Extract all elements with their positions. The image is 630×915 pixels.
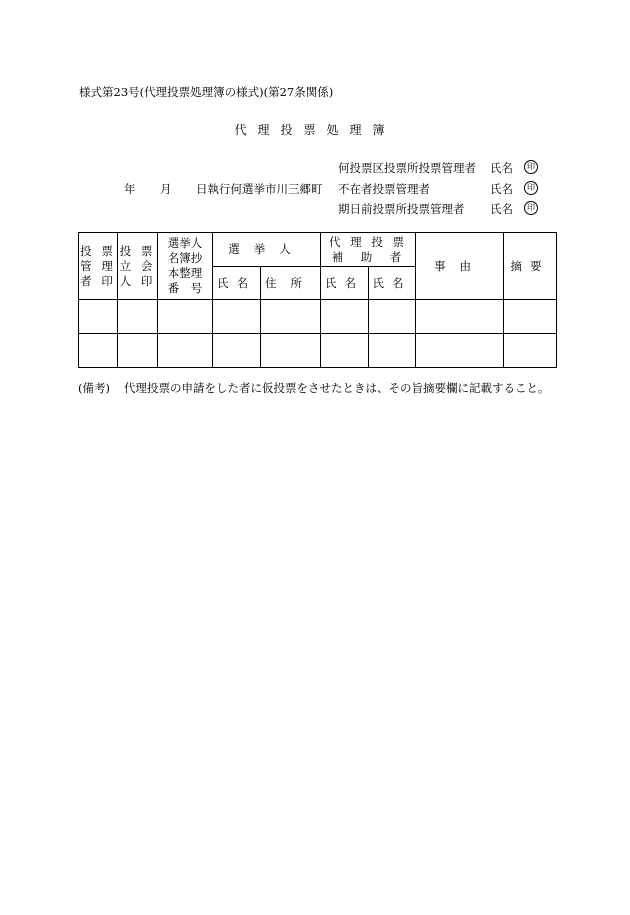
- form-heading: 様式第23号(代理投票処理簿の様式)(第27条関係): [79, 85, 334, 99]
- remarks-note: [78, 380, 550, 396]
- document-title: 代理投票処理簿: [234, 123, 396, 137]
- date-month: 月: [160, 182, 172, 196]
- table-cell: [158, 334, 213, 368]
- table-cell: [416, 334, 504, 368]
- admin-role-early-voting: 期日前投票所投票管理者: [338, 202, 465, 216]
- header-helper-name-2: 氏名: [369, 267, 416, 300]
- header-proxy-helper: 代 理 投 票 補 助 者: [321, 233, 416, 267]
- table-cell: [369, 334, 416, 368]
- header-voter-address: 住所: [261, 267, 321, 300]
- header-witness-seal: 投 票 立 会 人 印: [118, 233, 158, 300]
- table-cell: [213, 334, 261, 368]
- header-voter-name: 氏名: [213, 267, 261, 300]
- table-cell: [321, 334, 369, 368]
- table-cell: [158, 300, 213, 334]
- seal-stamp-1: 印: [524, 160, 538, 174]
- table-cell: [416, 300, 504, 334]
- header-helper-name-1: 氏名: [321, 267, 369, 300]
- remarks-label: (備考): [78, 381, 110, 395]
- admin-name-label-3: 氏名: [490, 202, 513, 216]
- table-cell: [321, 300, 369, 334]
- table-cell: [261, 334, 321, 368]
- header-reason: 事由: [416, 233, 504, 300]
- table-cell: [261, 300, 321, 334]
- table-cell: [504, 300, 557, 334]
- proxy-vote-ledger-table: [78, 232, 557, 368]
- seal-stamp-3: 印: [524, 201, 538, 215]
- remarks-text: 代理投票の申請をした者に仮投票をさせたときは、その旨摘要欄に記載すること。: [124, 381, 550, 395]
- table-cell: [504, 334, 557, 368]
- table-cell: [369, 300, 416, 334]
- table-cell: [79, 334, 118, 368]
- date-day-election: 日執行何選挙市川三郷町: [196, 182, 323, 196]
- admin-name-label-2: 氏名: [490, 182, 513, 196]
- table-cell: [118, 300, 158, 334]
- header-vote-manager-seal: 投 票 管 理 者 印: [79, 233, 118, 300]
- header-summary: 摘要: [504, 233, 557, 300]
- admin-name-label-1: 氏名: [490, 161, 513, 175]
- table-row: [79, 300, 557, 334]
- admin-role-absentee: 不在者投票管理者: [338, 182, 430, 196]
- date-year: 年: [124, 182, 136, 196]
- seal-stamp-2: 印: [524, 181, 538, 195]
- admin-role-polling-place: 何投票区投票所投票管理者: [338, 161, 476, 175]
- header-voter: 選挙人: [213, 233, 321, 267]
- table-cell: [79, 300, 118, 334]
- table-cell: [213, 300, 261, 334]
- table-row: [79, 334, 557, 368]
- table-cell: [118, 334, 158, 368]
- header-register-number: 選挙人 名簿抄 本整理 番 号: [158, 233, 213, 300]
